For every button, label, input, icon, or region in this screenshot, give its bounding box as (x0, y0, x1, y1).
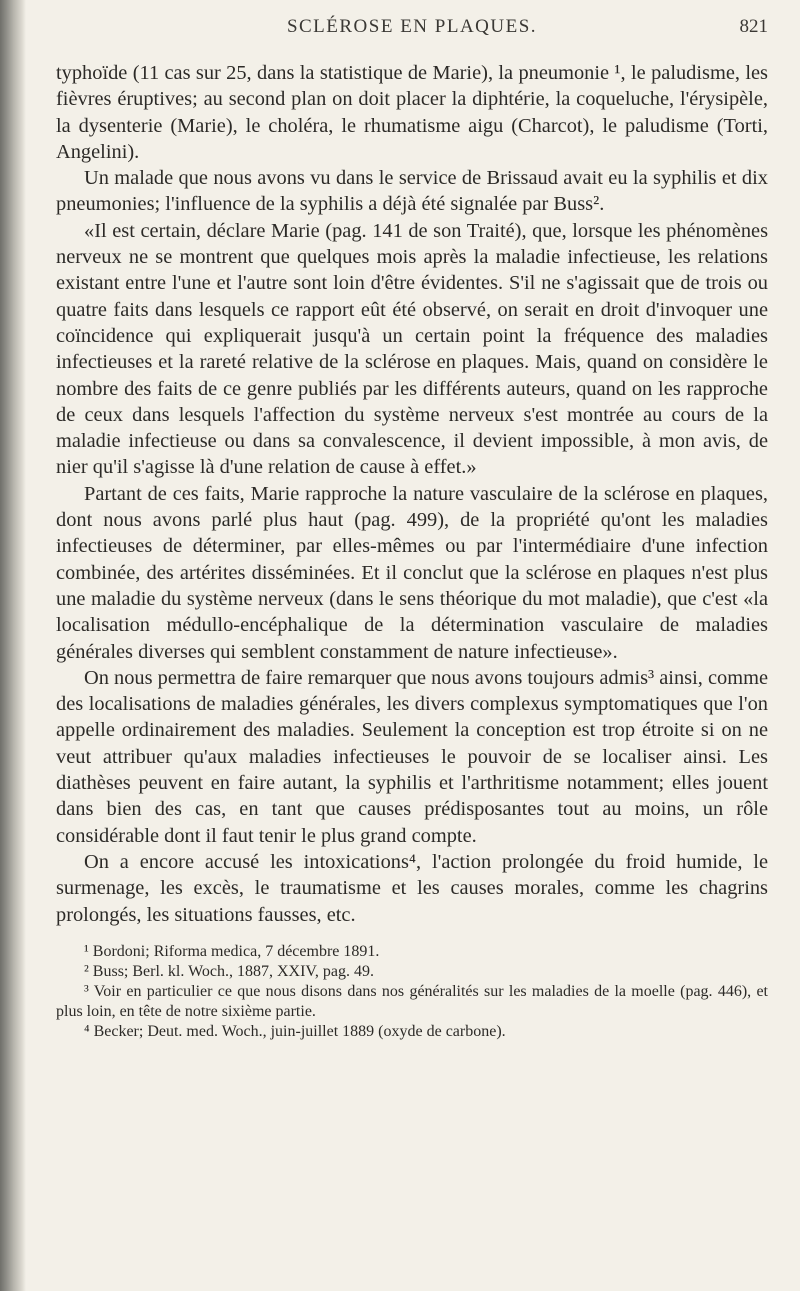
running-title: SCLÉROSE EN PLAQUES. (286, 16, 538, 37)
footnotes (56, 942, 768, 1042)
footnote-3: ³ Voir en particulier ce que nous disons dans nos généralités sur les maladies de la moelle (pag. 446), et plus loin, en tête de notre sixième partie. (56, 982, 768, 1020)
running-head (56, 0, 768, 60)
paragraph-4: Partant de ces faits, Marie rapproche la nature vasculaire de la sclérose en plaques, dont nous avons parlé plus haut (pag. 499), de la propriété qu'ont les maladies infectieuses de déterminer, par elles-mêmes ou par l'intermédiaire d'une infection combinée, des artérites disséminées. Et il conclut que la sclérose en plaques n'est plus une maladie du système nerveux (dans le sens théorique du mot maladie), que c'est «la localisation médullo-encéphalique de la détermination vasculaire de maladies générales diverses qui semblent constamment de nature infectieuse». (56, 482, 768, 663)
footnote-1: ¹ Bordoni; Riforma medica, 7 décembre 1891. (84, 942, 380, 960)
footnote-4: ⁴ Becker; Deut. med. Woch., juin-juillet 1889 (oxyde de carbone). (84, 1022, 506, 1040)
body-text (56, 60, 768, 928)
footnote-2: ² Buss; Berl. kl. Woch., 1887, XXIV, pag. 49. (84, 962, 375, 980)
page-number: 821 (739, 16, 768, 37)
paragraph-1: typhoïde (11 cas sur 25, dans la statistique de Marie), la pneumonie ¹, le paludisme, les fièvres éruptives; au second plan on doit placer la diphtérie, la coqueluche, l'érysipèle, la dysenterie (Marie), le choléra, le rhumatisme aigu (Charcot), le paludisme (Torti, Angelini). (56, 62, 768, 163)
page-binding-edge (0, 0, 26, 1291)
paragraph-2: Un malade que nous avons vu dans le service de Brissaud avait eu la syphilis et dix pneumonies; l'influence de la syphilis a déjà été signalée par Buss². (56, 167, 768, 216)
paragraph-3: «Il est certain, déclare Marie (pag. 141 de son Traité), que, lorsque les phénomènes nerveux ne se montrent que quelques mois après la maladie infectieuse, les relations existant entre l'une et l'autre sont loin d'être évidentes. S'il ne s'agissait que de trois ou quatre faits dans lesquels ce rapport eût été observé, on serait en droit d'invoquer une coïncidence qui expliquerait jusqu'à un certain point la fréquence des maladies infectieuses et la rareté relative de la sclérose en plaques. Mais, quand on considère le nombre des faits de ce genre publiés par les différents auteurs, quand on les rapproche de ceux dans lesquels l'affection du système nerveux s'est montrée au cours de la maladie infectieuse ou dans sa convalescence, il devient impossible, à mon avis, de nier qu'il s'agisse là d'une relation de cause à effet.» (56, 219, 768, 479)
paragraph-5: On nous permettra de faire remarquer que nous avons toujours admis³ ainsi, comme des localisations de maladies générales, les divers complexus symptomatiques que l'on appelle ordinairement des maladies. Seulement la conception est trop étroite si on ne veut attribuer qu'aux maladies infectieuses le pouvoir de se localiser ainsi. Les diathèses peuvent en faire autant, la syphilis et l'arthritisme notamment; elles jouent dans bien des cas, en tant que causes prédisposantes tout au moins, un rôle considérable dont il faut tenir le plus grand compte. (56, 666, 768, 847)
paragraph-6: On a encore accusé les intoxications⁴, l'action prolongée du froid humide, le surmenage, les excès, le traumatisme et les causes morales, comme les chagrins prolongés, les situations fausses, etc. (56, 850, 768, 926)
document-page (56, 0, 768, 1291)
